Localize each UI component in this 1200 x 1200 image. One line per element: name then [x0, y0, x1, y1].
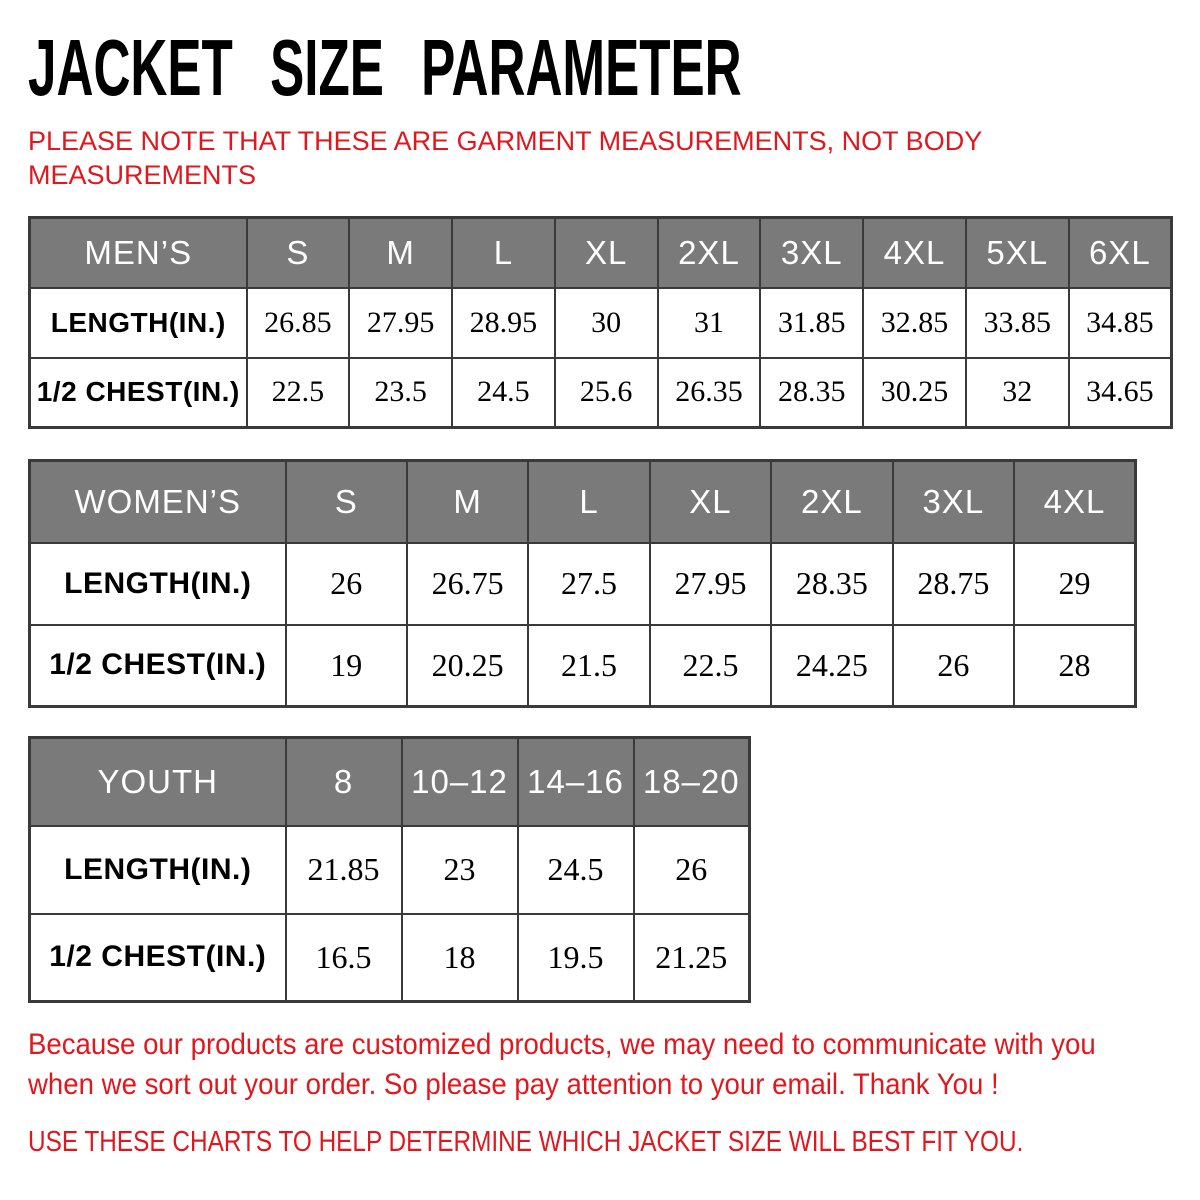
mens-table-title-cell: MEN’S	[30, 218, 247, 288]
youth-table-title-cell: YOUTH	[30, 738, 286, 826]
measurement-value-cell: 18	[402, 914, 518, 1002]
measurement-value-cell: 26	[893, 625, 1014, 707]
measurement-value-cell: 20.25	[407, 625, 528, 707]
measurement-value-cell: 30.25	[863, 358, 966, 428]
size-column-header: 2XL	[771, 461, 892, 543]
measurement-row	[30, 826, 750, 914]
measurement-value-cell: 19	[286, 625, 407, 707]
size-column-header: 3XL	[760, 218, 863, 288]
measurement-value-cell: 21.25	[634, 914, 750, 1002]
measurement-value-cell: 27.5	[528, 543, 649, 625]
measurement-row	[30, 358, 1172, 428]
fit-advice-note: USE THESE CHARTS TO HELP DETERMINE WHICH JACKET SIZE WILL BEST FIT YOU.	[28, 1126, 1024, 1159]
text-line: MEASUREMENTS	[28, 159, 257, 190]
measurement-value-cell: 28	[1014, 625, 1135, 707]
size-column-header: 2XL	[658, 218, 761, 288]
size-column-header: L	[528, 461, 649, 543]
size-column-header: 4XL	[863, 218, 966, 288]
size-column-header: 14–16	[518, 738, 634, 826]
measurement-value-cell: 34.85	[1069, 288, 1172, 358]
measurement-value-cell: 27.95	[349, 288, 452, 358]
measurement-value-cell: 19.5	[518, 914, 634, 1002]
mens-size-table	[28, 216, 1173, 429]
measurement-value-cell: 29	[1014, 543, 1135, 625]
measurement-value-cell: 32.85	[863, 288, 966, 358]
measurement-row-label: LENGTH(IN.)	[30, 826, 286, 914]
measurement-value-cell: 26	[634, 826, 750, 914]
measurement-value-cell: 26	[286, 543, 407, 625]
size-column-header: L	[452, 218, 555, 288]
measurement-value-cell: 28.95	[452, 288, 555, 358]
size-column-header: 4XL	[1014, 461, 1135, 543]
measurement-row-label: 1/2 CHEST(IN.)	[30, 625, 286, 707]
size-column-header: XL	[650, 461, 771, 543]
measurement-value-cell: 23	[402, 826, 518, 914]
size-column-header: 3XL	[893, 461, 1014, 543]
measurement-row	[30, 625, 1136, 707]
measurement-value-cell: 26.85	[247, 288, 350, 358]
measurement-row-label: LENGTH(IN.)	[30, 288, 247, 358]
measurement-value-cell: 28.75	[893, 543, 1014, 625]
measurement-value-cell: 28.35	[760, 358, 863, 428]
measurement-value-cell: 30	[555, 288, 658, 358]
size-column-header: 18–20	[634, 738, 750, 826]
page-title: JACKET SIZE PARAMETER	[28, 23, 742, 112]
measurement-value-cell: 24.25	[771, 625, 892, 707]
measurement-value-cell: 34.65	[1069, 358, 1172, 428]
measurement-row-label: 1/2 CHEST(IN.)	[30, 914, 286, 1002]
size-column-header: M	[407, 461, 528, 543]
measurement-value-cell: 21.5	[528, 625, 649, 707]
size-column-header: 8	[286, 738, 402, 826]
measurement-row-label: 1/2 CHEST(IN.)	[30, 358, 247, 428]
measurement-value-cell: 22.5	[247, 358, 350, 428]
measurement-value-cell: 28.35	[771, 543, 892, 625]
measurement-value-cell: 25.6	[555, 358, 658, 428]
garment-measurement-note	[28, 125, 1172, 192]
measurement-value-cell: 24.5	[452, 358, 555, 428]
measurement-value-cell: 31	[658, 288, 761, 358]
table-header-row	[30, 218, 1172, 288]
size-column-header: S	[247, 218, 350, 288]
measurement-value-cell: 27.95	[650, 543, 771, 625]
customization-notice	[28, 1025, 1096, 1104]
measurement-value-cell: 26.35	[658, 358, 761, 428]
table-header-row	[30, 738, 750, 826]
womens-table-title-cell: WOMEN’S	[30, 461, 286, 543]
measurement-row	[30, 543, 1136, 625]
womens-size-table	[28, 459, 1137, 708]
size-column-header: 10–12	[402, 738, 518, 826]
size-tables-container	[28, 216, 1172, 1003]
measurement-value-cell: 26.75	[407, 543, 528, 625]
measurement-value-cell: 21.85	[286, 826, 402, 914]
measurement-value-cell: 32	[966, 358, 1069, 428]
text-line: when we sort out your order. So please pay attention to your email. Thank You !	[28, 1067, 999, 1101]
measurement-value-cell: 22.5	[650, 625, 771, 707]
size-column-header: XL	[555, 218, 658, 288]
text-line: Because our products are customized products, we may need to communicate with you	[28, 1028, 1096, 1062]
size-column-header: M	[349, 218, 452, 288]
measurement-row	[30, 288, 1172, 358]
measurement-value-cell: 33.85	[966, 288, 1069, 358]
measurement-value-cell: 31.85	[760, 288, 863, 358]
size-column-header: S	[286, 461, 407, 543]
size-column-header: 5XL	[966, 218, 1069, 288]
text-line: PLEASE NOTE THAT THESE ARE GARMENT MEASUREMENTS, NOT BODY	[28, 126, 983, 157]
measurement-value-cell: 16.5	[286, 914, 402, 1002]
measurement-row-label: LENGTH(IN.)	[30, 543, 286, 625]
measurement-value-cell: 23.5	[349, 358, 452, 428]
youth-size-table	[28, 736, 751, 1003]
measurement-row	[30, 914, 750, 1002]
table-header-row	[30, 461, 1136, 543]
size-column-header: 6XL	[1069, 218, 1172, 288]
measurement-value-cell: 24.5	[518, 826, 634, 914]
